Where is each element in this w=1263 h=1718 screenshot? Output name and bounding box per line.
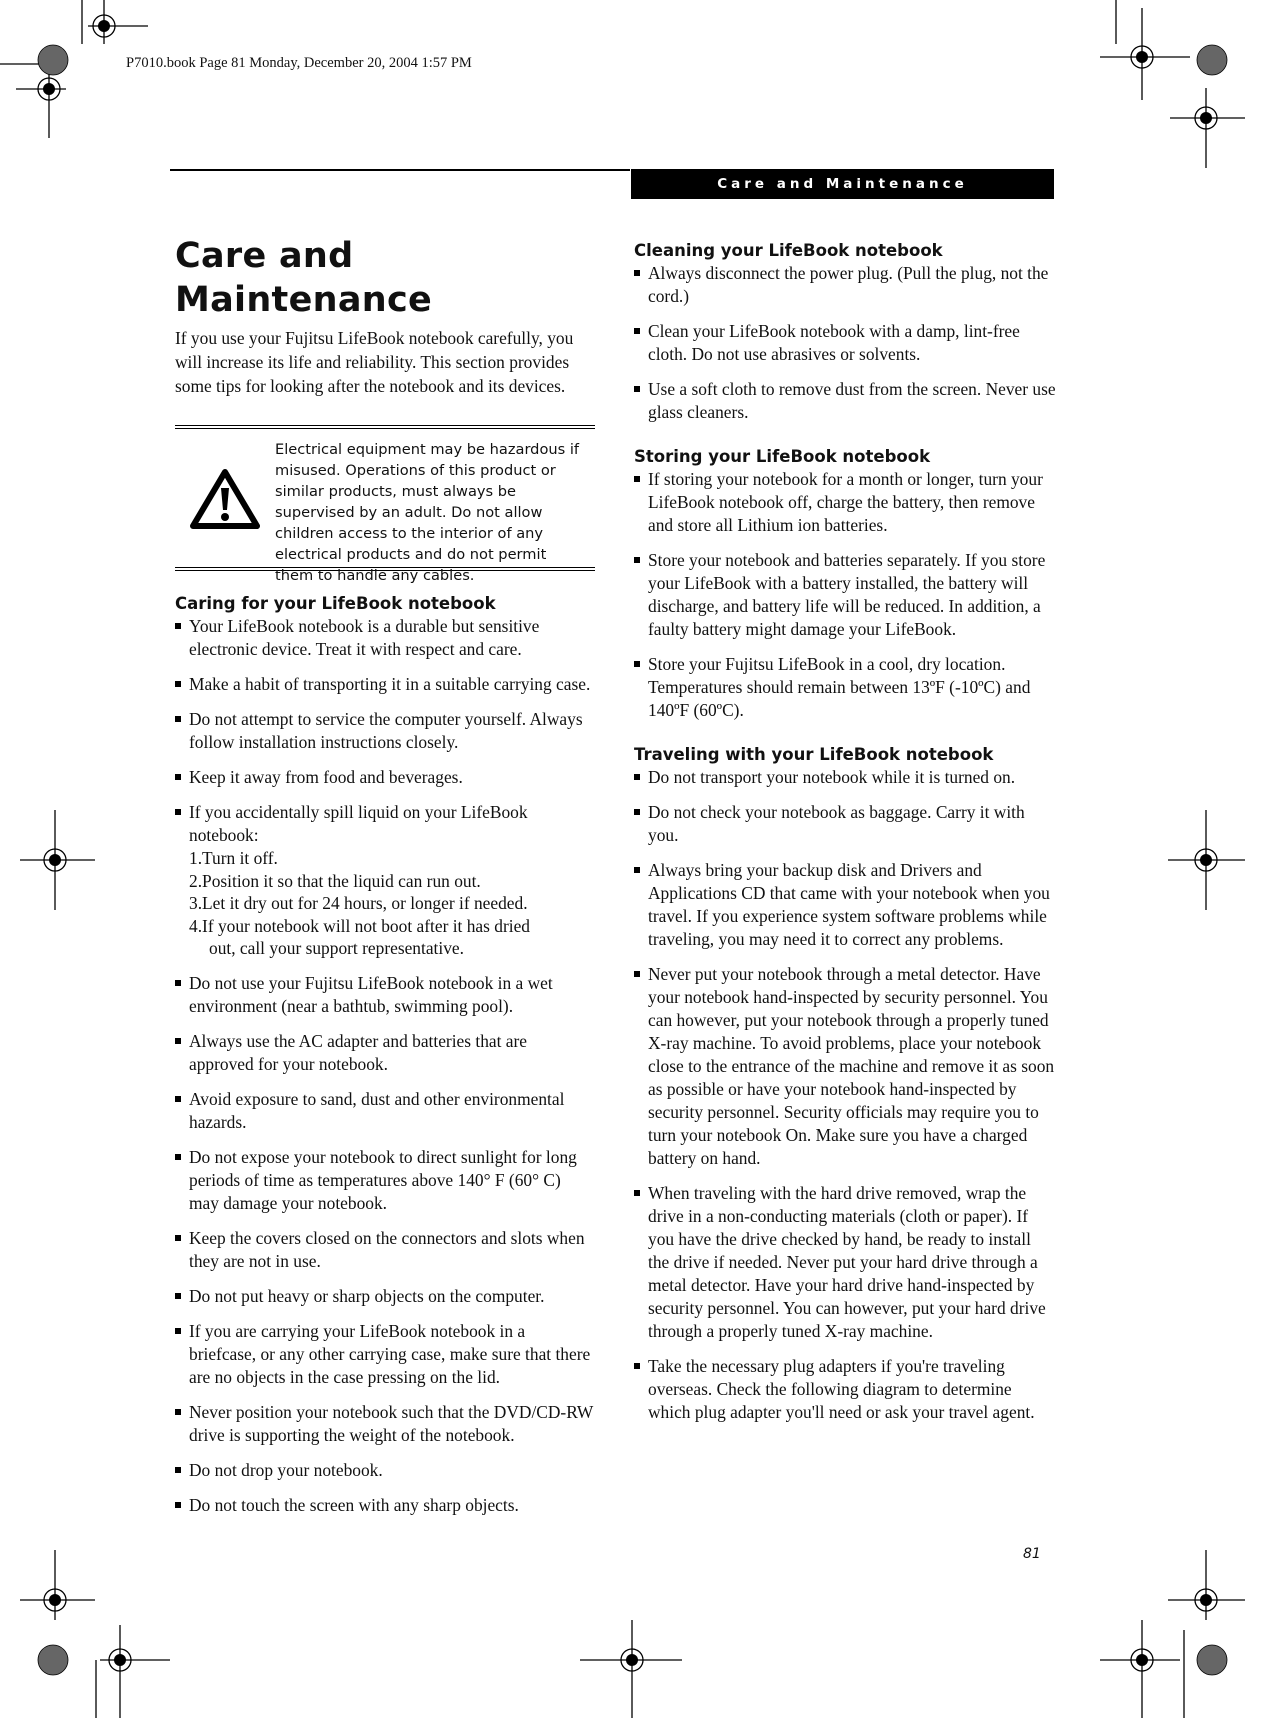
storing-heading: Storing your LifeBook notebook [634, 447, 931, 466]
left-column [175, 234, 595, 1529]
list-item: Do not transport your notebook while it is turned on. [634, 766, 1056, 789]
caring-heading: Caring for your LifeBook notebook [175, 594, 496, 613]
list-item: Always bring your backup disk and Drivers and Applications CD that came with your notebook when you travel. If you experience system software problems while traveling, you may need it to correct any problems. [634, 859, 1056, 951]
traveling-list [634, 766, 1056, 1424]
list-item: Avoid exposure to sand, dust and other environmental hazards. [175, 1088, 595, 1134]
list-item: Never position your notebook such that the DVD/CD-RW drive is supporting the weight of the notebook. [175, 1401, 595, 1447]
list-item: Keep the covers closed on the connectors and slots when they are not in use. [175, 1227, 595, 1273]
header-rule [170, 169, 630, 171]
page-number: 81 [1023, 1546, 1041, 1562]
list-item: Never put your notebook through a metal detector. Have your notebook hand-inspected by security personnel. You can however, put your notebook through a properly tuned X-ray machine. To avoid problems, place your notebook close to the entrance of the machine and remove it as soon as possible or have your notebook hand-inspected by security personnel. Security officials may require you to turn your notebook On. Make sure you have a charged battery on hand. [634, 963, 1056, 1170]
page-title: Care and Maintenance [175, 236, 433, 320]
step: 3.Let it dry out for 24 hours, or longer if needed. [189, 893, 528, 913]
list-item: Do not use your Fujitsu LifeBook notebook in a wet environment (near a bathtub, swimming pool). [175, 972, 595, 1018]
step: 2.Position it so that the liquid can run out. [189, 870, 481, 891]
list-item [175, 801, 595, 960]
list-item: Take the necessary plug adapters if you're traveling overseas. Check the following diagram to determine which plug adapter you'll need or ask your travel agent. [634, 1355, 1056, 1424]
list-item: Make a habit of transporting it in a suitable carrying case. [175, 673, 595, 696]
list-item: Do not touch the screen with any sharp objects. [175, 1494, 595, 1517]
warning-box [175, 425, 595, 584]
list-item: If storing your notebook for a month or longer, turn your LifeBook notebook off, charge the battery, then remove and store all Lithium ion batteries. [634, 468, 1056, 537]
list-item: Use a soft cloth to remove dust from the screen. Never use glass cleaners. [634, 378, 1056, 424]
list-item: Do not expose your notebook to direct sunlight for long periods of time as temperatures above 140° F (60° C) may damage your notebook. [175, 1146, 595, 1215]
list-item: Do not drop your notebook. [175, 1459, 595, 1482]
step: 4.If your notebook will not boot after it has dried [189, 915, 530, 936]
list-item: Store your notebook and batteries separately. If you store your LifeBook with a battery installed, the battery will discharge, and battery life will be reduced. In addition, a faulty battery might damage your LifeBook. [634, 549, 1056, 641]
right-column [634, 240, 1056, 1436]
step-continued: out, call your support representative. [209, 938, 464, 958]
cleaning-heading: Cleaning your LifeBook notebook [634, 241, 943, 260]
cleaning-list [634, 262, 1056, 424]
warning-text: Electrical equipment may be hazardous if misused. Operations of this product or similar products, must always be supervised by an adult. Do not allow children access to the interior of any electrical products and do not permit them to handle any cables. [275, 441, 580, 584]
list-item: Store your Fujitsu LifeBook in a cool, dry location. Temperatures should remain between 13ºF (-10ºC) and 140ºF (60ºC). [634, 653, 1056, 722]
spill-intro: If you accidentally spill liquid on your LifeBook notebook: [189, 802, 528, 845]
list-item: Do not attempt to service the computer yourself. Always follow installation instructions closely. [175, 708, 595, 754]
list-item: Clean your LifeBook notebook with a damp, lint-free cloth. Do not use abrasives or solvents. [634, 320, 1056, 366]
list-item: Always disconnect the power plug. (Pull the plug, not the cord.) [634, 262, 1056, 308]
list-item: Do not check your notebook as baggage. Carry it with you. [634, 801, 1056, 847]
list-item: Keep it away from food and beverages. [175, 766, 595, 789]
warning-triangle-icon [175, 439, 275, 559]
storing-list [634, 468, 1056, 722]
list-item: Always use the AC adapter and batteries that are approved for your notebook. [175, 1030, 595, 1076]
print-slug: P7010.book Page 81 Monday, December 20, 2004 1:57 PM [126, 55, 472, 71]
spill-steps [189, 847, 595, 960]
list-item: If you are carrying your LifeBook notebook in a briefcase, or any other carrying case, make sure that there are no objects in the case pressing on the lid. [175, 1320, 595, 1389]
section-header-tab: Care and Maintenance [631, 169, 1054, 199]
list-item: When traveling with the hard drive removed, wrap the drive in a non-conducting materials (cloth or paper). If you have the drive checked by hand, be ready to install the drive if needed. Never put your hard drive through a metal detector. Have your hard drive hand-inspected by security personnel. You can however, put your hard drive through a properly tuned X-ray machine. [634, 1182, 1056, 1343]
caring-list [175, 615, 595, 1517]
list-item: Your LifeBook notebook is a durable but sensitive electronic device. Treat it with respect and care. [175, 615, 595, 661]
step: 1.Turn it off. [189, 848, 278, 868]
traveling-heading: Traveling with your LifeBook notebook [634, 745, 994, 764]
list-item: Do not put heavy or sharp objects on the computer. [175, 1285, 595, 1308]
intro-paragraph: If you use your Fujitsu LifeBook notebook carefully, you will increase its life and reliability. This section provides some tips for looking after the notebook and its devices. [175, 328, 574, 396]
